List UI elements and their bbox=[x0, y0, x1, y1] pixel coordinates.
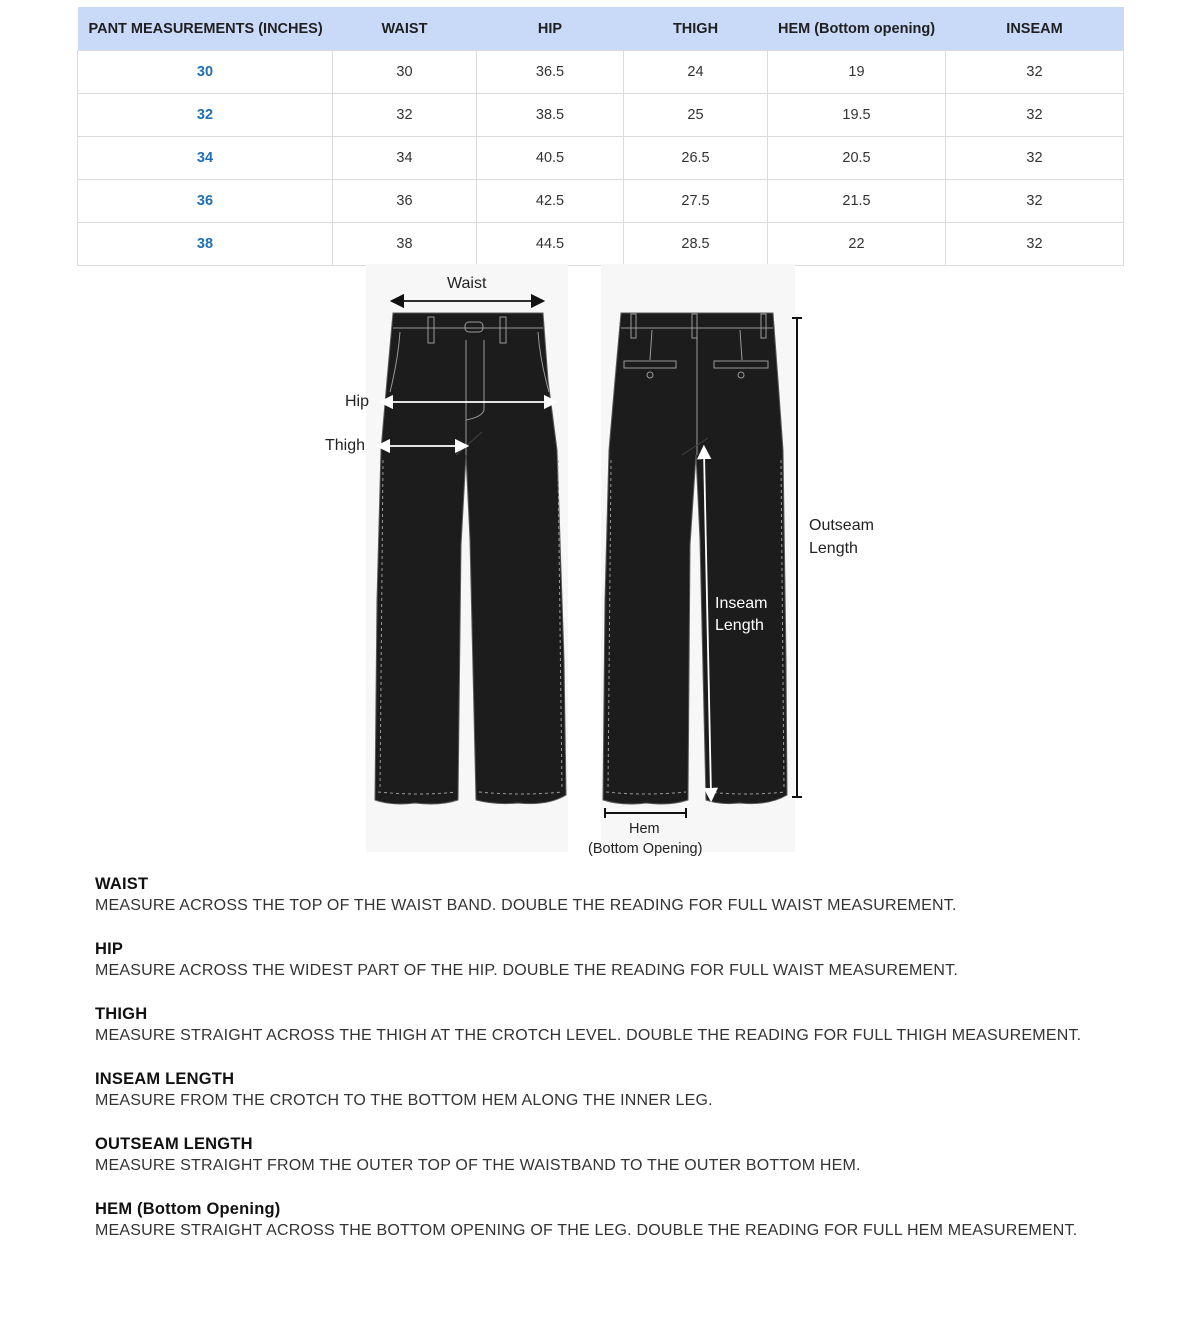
thigh-cell: 27.5 bbox=[624, 180, 768, 223]
outseam-label-line2: Length bbox=[809, 540, 858, 557]
inseam-cell: 32 bbox=[946, 180, 1124, 223]
guide-text: MEASURE STRAIGHT ACROSS THE BOTTOM OPENING OF THE LEG. DOUBLE THE READING FOR FULL HEM MEASUREMENT. bbox=[95, 1222, 1078, 1239]
inseam-cell: 32 bbox=[946, 94, 1124, 137]
pant-illustration bbox=[0, 262, 1200, 862]
table-row bbox=[78, 94, 1124, 137]
guide-item-thigh bbox=[95, 1003, 1175, 1047]
table-header-row bbox=[78, 7, 1124, 51]
table-row bbox=[78, 223, 1124, 266]
guide-text: MEASURE STRAIGHT FROM THE OUTER TOP OF THE WAISTBAND TO THE OUTER BOTTOM HEM. bbox=[95, 1157, 861, 1174]
measurement-guide bbox=[95, 873, 1175, 1263]
guide-item-waist bbox=[95, 873, 1175, 917]
header-inseam: INSEAM bbox=[946, 7, 1124, 51]
guide-text: MEASURE STRAIGHT ACROSS THE THIGH AT THE CROTCH LEVEL. DOUBLE THE READING FOR FULL THIGH MEASUREMENT. bbox=[95, 1027, 1082, 1044]
inseam-label-line2: Length bbox=[715, 617, 764, 634]
table-row bbox=[78, 137, 1124, 180]
guide-item-outseam bbox=[95, 1133, 1175, 1177]
header-waist: WAIST bbox=[333, 7, 477, 51]
outseam-label-line1: Outseam bbox=[809, 517, 874, 534]
hem-cell: 19 bbox=[768, 51, 946, 94]
guide-text: MEASURE ACROSS THE WIDEST PART OF THE HIP. DOUBLE THE READING FOR FULL WAIST MEASUREMENT. bbox=[95, 962, 958, 979]
size-cell: 36 bbox=[78, 180, 333, 223]
guide-text: MEASURE FROM THE CROTCH TO THE BOTTOM HEM ALONG THE INNER LEG. bbox=[95, 1092, 713, 1109]
guide-title: WAIST bbox=[95, 875, 149, 893]
guide-title: THIGH bbox=[95, 1005, 148, 1023]
hip-label: Hip bbox=[345, 393, 370, 410]
inseam-cell: 32 bbox=[946, 51, 1124, 94]
guide-item-hem bbox=[95, 1198, 1175, 1242]
size-cell: 38 bbox=[78, 223, 333, 266]
header-thigh: THIGH bbox=[624, 7, 768, 51]
table-row bbox=[78, 51, 1124, 94]
hem-label-line2: (Bottom Opening) bbox=[588, 841, 703, 857]
hip-cell: 42.5 bbox=[477, 180, 624, 223]
table-row bbox=[78, 180, 1124, 223]
hem-cell: 21.5 bbox=[768, 180, 946, 223]
thigh-cell: 24 bbox=[624, 51, 768, 94]
guide-title: HIP bbox=[95, 940, 124, 958]
size-cell: 34 bbox=[78, 137, 333, 180]
thigh-label: Thigh bbox=[325, 437, 366, 454]
inseam-label-line1: Inseam bbox=[715, 595, 768, 612]
waist-cell: 32 bbox=[333, 94, 477, 137]
waist-cell: 38 bbox=[333, 223, 477, 266]
header-hip: HIP bbox=[477, 7, 624, 51]
guide-item-inseam bbox=[95, 1068, 1175, 1112]
guide-title: INSEAM LENGTH bbox=[95, 1070, 235, 1088]
hip-cell: 40.5 bbox=[477, 137, 624, 180]
thigh-cell: 25 bbox=[624, 94, 768, 137]
hem-label-line1: Hem bbox=[629, 821, 660, 837]
thigh-cell: 28.5 bbox=[624, 223, 768, 266]
hem-cell: 22 bbox=[768, 223, 946, 266]
hem-cell: 20.5 bbox=[768, 137, 946, 180]
thigh-cell: 26.5 bbox=[624, 137, 768, 180]
guide-title: HEM (Bottom Opening) bbox=[95, 1200, 281, 1218]
hem-cell: 19.5 bbox=[768, 94, 946, 137]
hip-cell: 38.5 bbox=[477, 94, 624, 137]
guide-item-hip bbox=[95, 938, 1175, 982]
waist-cell: 36 bbox=[333, 180, 477, 223]
header-pant-measurements: PANT MEASUREMENTS (INCHES) bbox=[78, 7, 333, 51]
guide-text: MEASURE ACROSS THE TOP OF THE WAIST BAND. DOUBLE THE READING FOR FULL WAIST MEASUREMENT. bbox=[95, 897, 957, 914]
waist-label: Waist bbox=[447, 275, 487, 292]
hip-cell: 36.5 bbox=[477, 51, 624, 94]
hip-cell: 44.5 bbox=[477, 223, 624, 266]
size-cell: 30 bbox=[78, 51, 333, 94]
inseam-cell: 32 bbox=[946, 137, 1124, 180]
size-chart-table bbox=[77, 7, 1124, 266]
pant-measurement-diagram bbox=[0, 262, 1200, 862]
header-hem: HEM (Bottom opening) bbox=[768, 7, 946, 51]
size-cell: 32 bbox=[78, 94, 333, 137]
waist-cell: 30 bbox=[333, 51, 477, 94]
waist-cell: 34 bbox=[333, 137, 477, 180]
guide-title: OUTSEAM LENGTH bbox=[95, 1135, 253, 1153]
inseam-cell: 32 bbox=[946, 223, 1124, 266]
